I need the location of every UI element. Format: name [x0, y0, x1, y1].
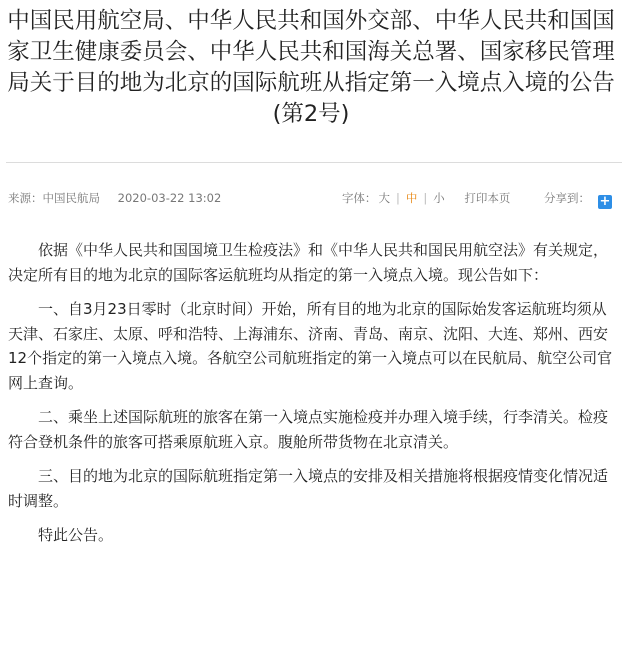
print-page-link[interactable]: 打印本页: [464, 191, 511, 205]
font-size-medium-option[interactable]: 中: [405, 191, 418, 205]
article-paragraph: 一、自3月23日零时（北京时间）开始，所有目的地为北京的国际始发客运航班均须从天津、石家庄、太原、呼和浩特、上海浦东、济南、青岛、南京、沈阳、大连、郑州、西安12个指定的第一入境点入境。各航空公司航班指定的第一入境点可以在民航局、航空公司官网上查询。: [8, 300, 613, 392]
article-paragraph: 二、乘坐上述国际航班的旅客在第一入境点实施检疫并办理入境手续，行李清关。检疫符合登机条件的旅客可搭乘原航班入京。腹舱所带货物在北京清关。: [8, 408, 609, 451]
article-paragraph: 特此公告。: [38, 526, 114, 544]
article-paragraph: 依据《中华人民共和国国境卫生检疫法》和《中华人民共和国民用航空法》有关规定，决定所有目的地为北京的国际客运航班均从指定的第一入境点入境。现公告如下：: [8, 241, 609, 284]
font-size-separator: |: [423, 191, 428, 205]
article-meta-bar: [8, 189, 612, 207]
share-label: 分享到：: [544, 191, 590, 205]
font-size-small-option[interactable]: 小: [433, 191, 445, 205]
article-meta-left: [8, 189, 235, 207]
article-title: 中国民用航空局、中华人民共和国外交部、中华人民共和国国家卫生健康委员会、中华人民共和国海关总署、国家移民管理局关于目的地为北京的国际航班从指定第一入境点入境的公告(第2号): [7, 8, 615, 127]
title-divider: [6, 162, 622, 163]
font-size-label: 字体：: [341, 191, 377, 205]
article-body: [8, 238, 618, 558]
font-size-large-option[interactable]: 大: [378, 191, 390, 205]
article-paragraph: 三、目的地为北京的国际航班指定第一入境点的安排及相关措施将根据疫情变化情况适时调整。: [8, 467, 609, 510]
source-label: 来源：中国民航局: [8, 191, 100, 205]
publish-datetime: 2020-03-22 13:02: [117, 191, 222, 205]
article-tools: [342, 189, 612, 209]
font-size-separator: |: [395, 191, 400, 205]
share-plus-icon[interactable]: +: [599, 194, 611, 209]
